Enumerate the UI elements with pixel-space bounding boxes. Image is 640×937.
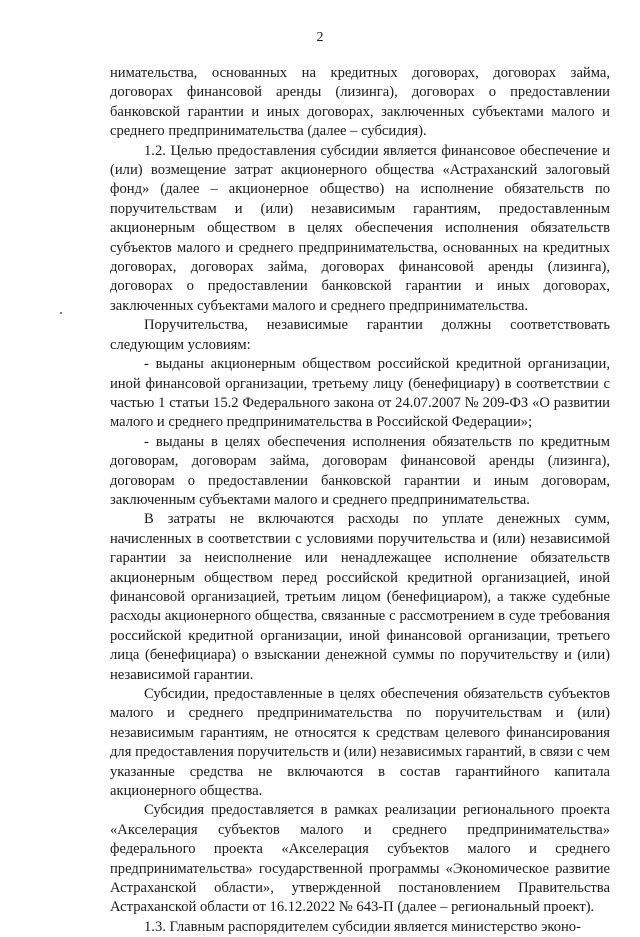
paragraph-condition-2: - выданы в целях обеспечения исполнения обязательств по кредитным договорам, договорам займа, договорам финансовой аренды (лизинга), договорам о предоставлении банковской гарантии и иным договорам, заключенным субъектами малого и среднего предпринимательства. <box>110 433 610 508</box>
paragraph-conditions-intro: Поручительства, независимые гарантии должны соответствовать следующим условиям: <box>110 317 610 353</box>
page-number: 2 <box>316 30 324 45</box>
paragraph-condition-1: - выданы акционерным обществом российской кредитной организации, иной финансовой организации, третьему лицу (бенефициару) в соответствии с частью 1 статьи 15.2 Федерального закона от 24.07.2007 № 209-ФЗ «О развитии малого и среднего предпринимательства в Российской Федерации»; <box>110 356 610 431</box>
paragraph-excluded-costs: В затраты не включаются расходы по уплате денежных сумм, начисленных в соответствии с условиями поручительства и (или) независимой гарантии за неисполнение или ненадлежащее исполнение обязательств акционерным обществом перед российской кредитной организацией, иной финансовой организацией, третьим лицом (бенефициаром), а также судебные расходы акционерного общества, связанные с рассмотрением в суде требования российской кредитной организации, иной финансовой организации, третьего лица (бенефициара) о взыскании денежной суммы по поручительству и (или) независимой гарантии. <box>110 511 610 683</box>
paragraph-regional-project: Субсидия предоставляется в рамках реализации регионального проекта «Акселерация субъектов малого и среднего предпринимательства» федерального проекта «Акселерация субъектов малого и среднего предпринимательства» государственной программы «Экономическое развитие Астраханской области», утвержденной постановлением Правительства Астраханской области от 16.12.2022 № 643-П (далее – региональный проект). <box>110 802 610 916</box>
paragraph-subsidies-status: Субсидии, предоставленные в целях обеспечения обязательств субъектов малого и среднего предпринимательства по поручительствам и (или) независимым гарантиям, не относятся к средствам целевого финансирования для предоставления поручительств и (или) независимых гарантий, в связи с чем указанные средства не включаются в состав гарантийного капитала акционерного общества. <box>110 686 610 800</box>
margin-mark <box>60 312 62 314</box>
paragraph-1-2-purpose: 1.2. Целью предоставления субсидии является финансовое обеспечение и (или) возмещение затрат акционерного общества «Астраханский залоговый фонд» (далее – акционерное общество) на исполнение обязательств по поручительствам и (или) независимым гарантиям, предоставленным акционерным обществом в целях обеспечения исполнения обязательств субъектов малого и среднего предпринимательства, основанных на кредитных договорах, договорах займа, договорах финансовой аренды (лизинга), договорах о предоставлении банковской гарантии и иных договорах, заключенных субъектами малого и среднего предпринимательства. <box>110 142 610 314</box>
paragraph-continuation: нимательства, основанных на кредитных договорах, договорах займа, договорах финансовой аренды (лизинга), договорах о предоставлении банковской гарантии и иных договорах, заключенных субъектами малого и среднего предпринимательства (далее – субсидия). <box>110 65 610 140</box>
document-body <box>110 64 610 937</box>
paragraph-1-3-manager: 1.3. Главным распорядителем субсидии является министерство эконо- <box>144 918 581 935</box>
